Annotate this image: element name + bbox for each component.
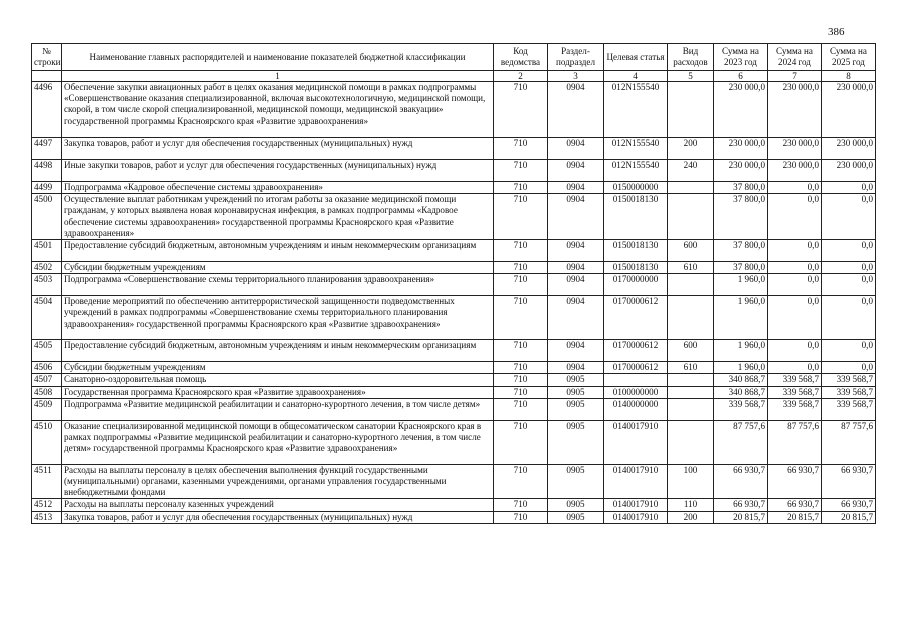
row-target (604, 374, 668, 386)
row-dept-code: 710 (494, 499, 548, 511)
table-row (32, 296, 876, 340)
row-target: 012N155540 (604, 82, 668, 138)
row-amount-2024: 0,0 (768, 182, 822, 194)
row-name: Закупка товаров, работ и услуг для обеспечения государственных (муниципальных) нужд (62, 138, 494, 160)
row-amount-2025: 339 568,7 (822, 398, 876, 420)
table-row (32, 464, 876, 499)
row-target: 0100000000 (604, 386, 668, 398)
table-row (32, 82, 876, 138)
header-2025: Сумма на 2025 год (822, 44, 876, 71)
budget-table (31, 43, 876, 524)
col-number: 5 (668, 71, 714, 82)
row-exptype: 610 (668, 362, 714, 374)
row-number: 4499 (32, 182, 62, 194)
row-name: Подпрограмма «Кадровое обеспечение системы здравоохранения» (62, 182, 494, 194)
row-name: Обеспечение закупки авиационных работ в целях оказания медицинской помощи в рамках подпрограммы «Совершенствование оказания специализированной, включая высокотехнологичную, медицинской помощи, скорой, в том числе скорой специализированной, медицинской помощи, медицинской эвакуации» государственной программы Красноярского края «Развитие здравоохранения» (62, 82, 494, 138)
row-number: 4502 (32, 262, 62, 274)
row-name: Иные закупки товаров, работ и услуг для обеспечения государственных (муниципальных) нужд (62, 160, 494, 182)
row-dept-code: 710 (494, 362, 548, 374)
row-section: 0905 (548, 499, 604, 511)
column-number-row (32, 71, 876, 82)
row-target: 0170000612 (604, 296, 668, 340)
row-name: Расходы на выплаты персоналу в целях обеспечения выполнения функций государственными (муниципальными) органами, казенными учреждениями, органами управления государственными внебюджетными фондами (62, 464, 494, 499)
row-amount-2025: 230 000,0 (822, 138, 876, 160)
col-number: 1 (62, 71, 494, 82)
row-dept-code: 710 (494, 398, 548, 420)
row-target: 012N155540 (604, 138, 668, 160)
row-section: 0905 (548, 420, 604, 464)
row-name: Закупка товаров, работ и услуг для обеспечения государственных (муниципальных) нужд (62, 511, 494, 523)
col-number: 3 (548, 71, 604, 82)
row-name: Субсидии бюджетным учреждениям (62, 362, 494, 374)
table-body (32, 82, 876, 524)
row-amount-2025: 66 930,7 (822, 499, 876, 511)
table-row (32, 340, 876, 362)
row-name: Санаторно-оздоровительная помощь (62, 374, 494, 386)
row-amount-2025: 20 815,7 (822, 511, 876, 523)
row-name: Субсидии бюджетным учреждениям (62, 262, 494, 274)
row-dept-code: 710 (494, 420, 548, 464)
header-2024: Сумма на 2024 год (768, 44, 822, 71)
row-amount-2023: 340 868,7 (714, 386, 768, 398)
row-dept-code: 710 (494, 296, 548, 340)
row-dept-code: 710 (494, 374, 548, 386)
row-section: 0905 (548, 511, 604, 523)
row-number: 4501 (32, 240, 62, 262)
row-amount-2023: 230 000,0 (714, 82, 768, 138)
row-dept-code: 710 (494, 274, 548, 296)
row-exptype (668, 82, 714, 138)
row-amount-2023: 66 930,7 (714, 499, 768, 511)
row-exptype (668, 374, 714, 386)
row-amount-2024: 0,0 (768, 296, 822, 340)
col-number: 6 (714, 71, 768, 82)
col-number: 8 (822, 71, 876, 82)
row-amount-2024: 230 000,0 (768, 160, 822, 182)
row-exptype (668, 274, 714, 296)
row-dept-code: 710 (494, 340, 548, 362)
row-amount-2025: 0,0 (822, 262, 876, 274)
row-exptype (668, 296, 714, 340)
row-amount-2024: 230 000,0 (768, 82, 822, 138)
row-amount-2025: 0,0 (822, 182, 876, 194)
row-number: 4511 (32, 464, 62, 499)
row-amount-2024: 230 000,0 (768, 138, 822, 160)
row-name: Подпрограмма «Совершенствование схемы территориального планирования здравоохранения» (62, 274, 494, 296)
row-exptype: 240 (668, 160, 714, 182)
row-exptype (668, 398, 714, 420)
row-dept-code: 710 (494, 386, 548, 398)
row-name: Предоставление субсидий бюджетным, автономным учреждениям и иным некоммерческим организациям (62, 340, 494, 362)
row-amount-2024: 0,0 (768, 262, 822, 274)
row-target: 0140017910 (604, 511, 668, 523)
row-section: 0904 (548, 240, 604, 262)
row-amount-2023: 340 868,7 (714, 374, 768, 386)
row-target: 0170000000 (604, 274, 668, 296)
row-number: 4513 (32, 511, 62, 523)
row-target: 0140000000 (604, 398, 668, 420)
row-dept-code: 710 (494, 464, 548, 499)
row-amount-2024: 0,0 (768, 274, 822, 296)
row-amount-2024: 0,0 (768, 362, 822, 374)
row-amount-2023: 37 800,0 (714, 194, 768, 240)
row-name: Государственная программа Красноярского края «Развитие здравоохранения» (62, 386, 494, 398)
table-row (32, 240, 876, 262)
row-target: 0150018130 (604, 262, 668, 274)
row-section: 0904 (548, 82, 604, 138)
row-amount-2023: 1 960,0 (714, 362, 768, 374)
row-dept-code: 710 (494, 240, 548, 262)
row-amount-2025: 0,0 (822, 194, 876, 240)
row-dept-code: 710 (494, 511, 548, 523)
header-target: Целевая статья (604, 44, 668, 71)
row-exptype: 200 (668, 511, 714, 523)
row-exptype (668, 386, 714, 398)
row-amount-2024: 66 930,7 (768, 464, 822, 499)
row-target: 0170000612 (604, 340, 668, 362)
row-name: Осуществление выплат работникам учреждений по итогам работы за оказание медицинской помощи гражданам, у которых выявлена новая коронавирусная инфекция, в рамках подпрограммы «Кадровое обеспечение системы здравоохранения» государственной программы Красноярского края «Развитие здравоохранения» (62, 194, 494, 240)
row-amount-2025: 0,0 (822, 296, 876, 340)
row-amount-2023: 20 815,7 (714, 511, 768, 523)
row-exptype: 200 (668, 138, 714, 160)
row-target: 0140017910 (604, 464, 668, 499)
row-target: 0170000612 (604, 362, 668, 374)
row-section: 0904 (548, 194, 604, 240)
row-amount-2023: 230 000,0 (714, 138, 768, 160)
row-number: 4504 (32, 296, 62, 340)
table-row (32, 194, 876, 240)
row-number: 4509 (32, 398, 62, 420)
col-number: 7 (768, 71, 822, 82)
row-amount-2023: 1 960,0 (714, 340, 768, 362)
row-amount-2025: 0,0 (822, 362, 876, 374)
col-number: 2 (494, 71, 548, 82)
row-number: 4506 (32, 362, 62, 374)
row-amount-2025: 87 757,6 (822, 420, 876, 464)
row-number: 4497 (32, 138, 62, 160)
row-number: 4503 (32, 274, 62, 296)
row-exptype: 600 (668, 340, 714, 362)
table-row (32, 511, 876, 523)
header-row (32, 44, 876, 71)
row-amount-2023: 1 960,0 (714, 296, 768, 340)
row-amount-2024: 66 930,7 (768, 499, 822, 511)
row-amount-2023: 339 568,7 (714, 398, 768, 420)
row-amount-2023: 66 930,7 (714, 464, 768, 499)
header-name: Наименование главных распорядителей и наименование показателей бюджетной классификации (62, 44, 494, 71)
table-row (32, 138, 876, 160)
row-name: Оказание специализированной медицинской помощи в общесоматическом санатории Красноярского края в рамках подпрограммы «Развитие медицинской реабилитации и санаторно-курортного лечения, в том числе детям» государственной программы Красноярского края «Развитие здравоохранения» (62, 420, 494, 464)
row-number: 4505 (32, 340, 62, 362)
row-exptype (668, 420, 714, 464)
row-target: 0150018130 (604, 194, 668, 240)
row-section: 0904 (548, 340, 604, 362)
row-number: 4512 (32, 499, 62, 511)
row-exptype: 110 (668, 499, 714, 511)
row-section: 0905 (548, 386, 604, 398)
table-row (32, 262, 876, 274)
row-section: 0904 (548, 138, 604, 160)
row-section: 0905 (548, 398, 604, 420)
row-section: 0904 (548, 362, 604, 374)
row-name: Предоставление субсидий бюджетным, автономным учреждениям и иным некоммерческим организациям (62, 240, 494, 262)
row-number: 4510 (32, 420, 62, 464)
row-section: 0904 (548, 262, 604, 274)
header-exptype: Вид расходов (668, 44, 714, 71)
row-amount-2025: 339 568,7 (822, 374, 876, 386)
row-amount-2023: 37 800,0 (714, 182, 768, 194)
row-amount-2023: 1 960,0 (714, 274, 768, 296)
row-target: 0150000000 (604, 182, 668, 194)
row-amount-2025: 0,0 (822, 274, 876, 296)
row-exptype: 100 (668, 464, 714, 499)
row-amount-2025: 339 568,7 (822, 386, 876, 398)
col-number: 4 (604, 71, 668, 82)
row-exptype (668, 194, 714, 240)
table-row (32, 499, 876, 511)
table-row (32, 374, 876, 386)
header-num: № строки (32, 44, 62, 71)
table-row (32, 160, 876, 182)
row-amount-2023: 37 800,0 (714, 262, 768, 274)
header-2023: Сумма на 2023 год (714, 44, 768, 71)
row-amount-2024: 339 568,7 (768, 374, 822, 386)
row-amount-2024: 20 815,7 (768, 511, 822, 523)
row-amount-2025: 66 930,7 (822, 464, 876, 499)
row-dept-code: 710 (494, 182, 548, 194)
row-name: Подпрограмма «Развитие медицинской реабилитации и санаторно-курортного лечения, в том числе детям» (62, 398, 494, 420)
row-name: Проведение мероприятий по обеспечению антитеррористической защищенности подведомственных учреждений в рамках подпрограммы «Совершенствование схемы территориального планирования здравоохранения» государственной программы Красноярского края «Развитие здравоохранения» (62, 296, 494, 340)
row-amount-2023: 37 800,0 (714, 240, 768, 262)
header-dept: Код ведомства (494, 44, 548, 71)
row-amount-2024: 339 568,7 (768, 398, 822, 420)
row-number: 4507 (32, 374, 62, 386)
page-number: 386 (828, 26, 845, 38)
row-target: 0140017910 (604, 499, 668, 511)
col-number (32, 71, 62, 82)
row-section: 0904 (548, 182, 604, 194)
row-amount-2024: 339 568,7 (768, 386, 822, 398)
row-target: 0140017910 (604, 420, 668, 464)
row-target: 012N155540 (604, 160, 668, 182)
table-row (32, 420, 876, 464)
table-row (32, 398, 876, 420)
row-section: 0904 (548, 160, 604, 182)
row-target: 0150018130 (604, 240, 668, 262)
row-exptype (668, 182, 714, 194)
header-section: Раздел-подраздел (548, 44, 604, 71)
row-section: 0905 (548, 374, 604, 386)
row-dept-code: 710 (494, 82, 548, 138)
table-row (32, 182, 876, 194)
row-dept-code: 710 (494, 262, 548, 274)
row-amount-2025: 230 000,0 (822, 82, 876, 138)
row-amount-2025: 230 000,0 (822, 160, 876, 182)
row-amount-2024: 0,0 (768, 194, 822, 240)
table-row (32, 386, 876, 398)
row-amount-2025: 0,0 (822, 240, 876, 262)
row-amount-2023: 87 757,6 (714, 420, 768, 464)
row-exptype: 600 (668, 240, 714, 262)
row-amount-2025: 0,0 (822, 340, 876, 362)
row-section: 0905 (548, 464, 604, 499)
table-row (32, 274, 876, 296)
row-section: 0904 (548, 296, 604, 340)
row-section: 0904 (548, 274, 604, 296)
row-dept-code: 710 (494, 194, 548, 240)
row-amount-2024: 0,0 (768, 340, 822, 362)
row-number: 4508 (32, 386, 62, 398)
row-dept-code: 710 (494, 160, 548, 182)
row-dept-code: 710 (494, 138, 548, 160)
row-number: 4498 (32, 160, 62, 182)
row-amount-2024: 0,0 (768, 240, 822, 262)
row-number: 4496 (32, 82, 62, 138)
row-amount-2024: 87 757,6 (768, 420, 822, 464)
row-exptype: 610 (668, 262, 714, 274)
row-name: Расходы на выплаты персоналу казенных учреждений (62, 499, 494, 511)
row-number: 4500 (32, 194, 62, 240)
table-row (32, 362, 876, 374)
row-amount-2023: 230 000,0 (714, 160, 768, 182)
